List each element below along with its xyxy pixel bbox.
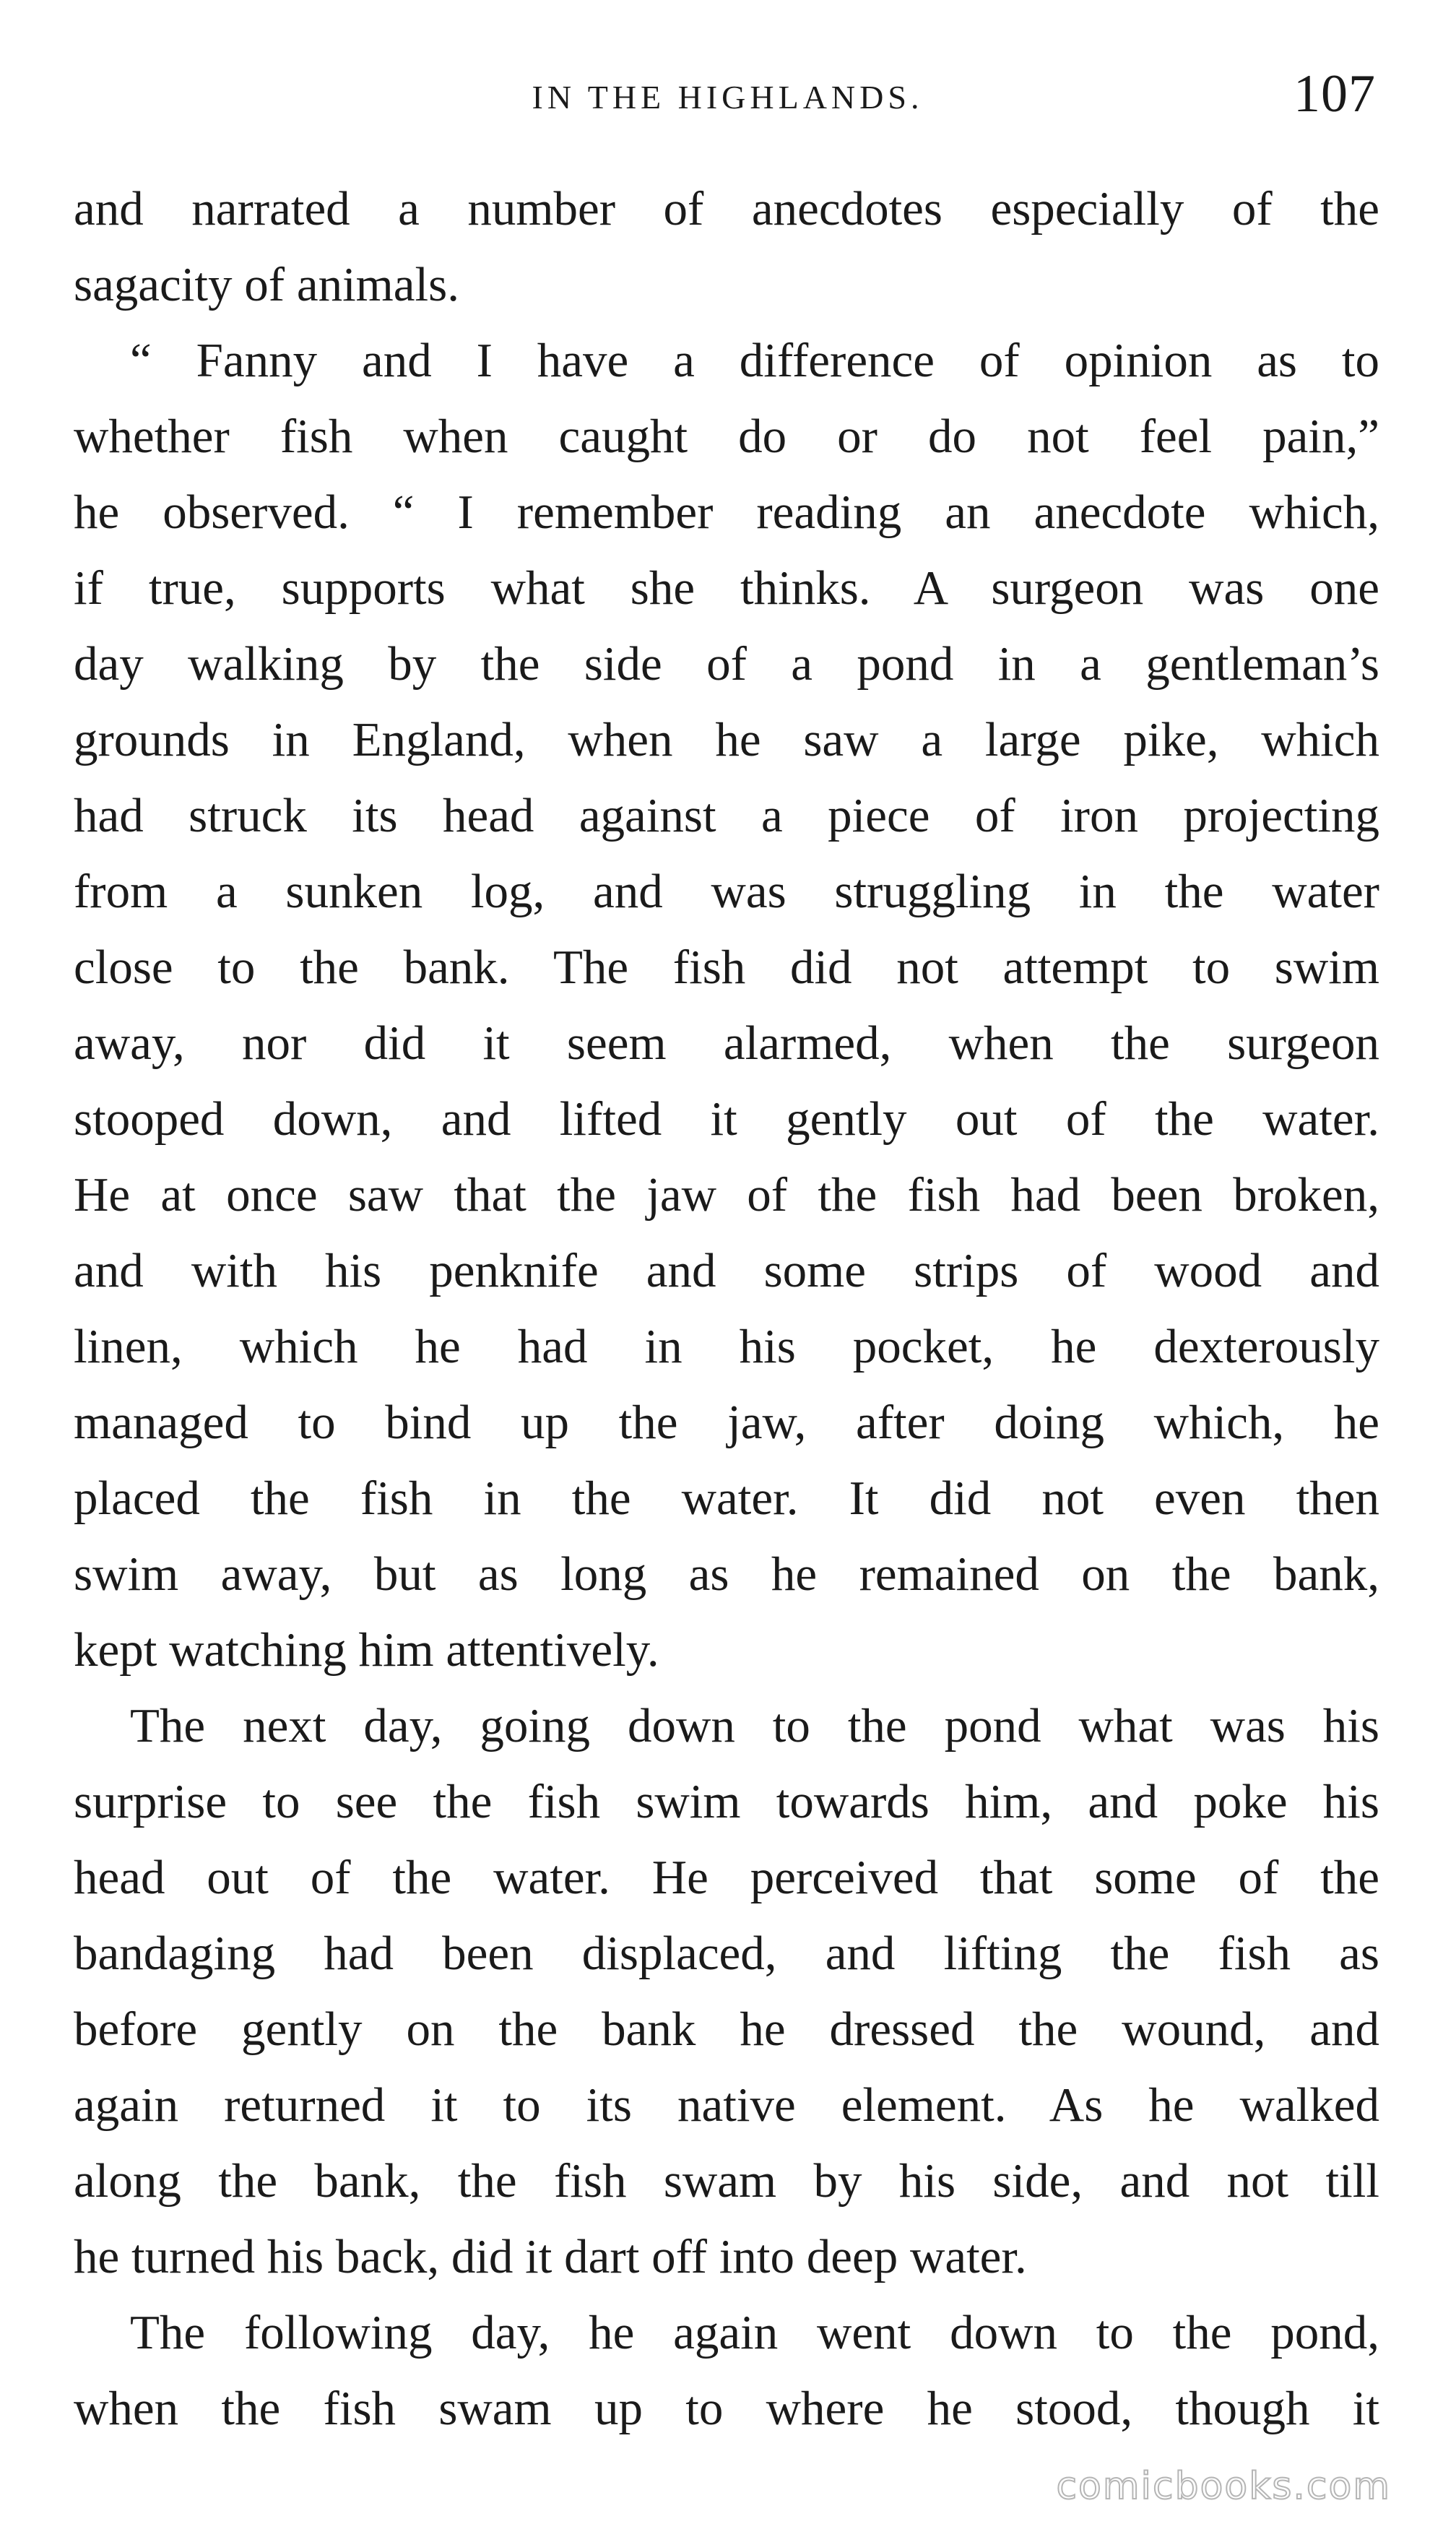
text-line: day walking by the side of a pond in a gentleman’s (74, 637, 1379, 691)
text-line: before gently on the bank he dressed the wound, and (74, 2002, 1379, 2056)
paragraph (74, 323, 1379, 1688)
text-line: sagacity of animals. (74, 258, 459, 311)
text-line: stooped down, and lifted it gently out of the water. (74, 1092, 1379, 1146)
text-line: kept watching him attentively. (74, 1623, 659, 1677)
text-line: along the bank, the fish swam by his side, and not till (74, 2154, 1379, 2208)
text-line: whether fish when caught do or do not feel pain,” (74, 410, 1379, 463)
text-line: “ Fanny and I have a difference of opinion as to (130, 334, 1379, 387)
text-line: The next day, going down to the pond what was his (130, 1699, 1379, 1752)
body-text (74, 171, 1379, 2447)
text-line: from a sunken log, and was struggling in the water (74, 865, 1379, 918)
watermark-logo: comicbooks.com (1056, 2465, 1391, 2508)
text-line: if true, supports what she thinks. A surgeon was one (74, 561, 1379, 615)
running-head (72, 58, 1383, 137)
text-line: linen, which he had in his pocket, he dexterously (74, 1320, 1379, 1373)
text-line: away, nor did it seem alarmed, when the surgeon (74, 1016, 1379, 1070)
text-line: placed the fish in the water. It did not even then (74, 1471, 1379, 1525)
running-title: IN THE HIGHLANDS. (532, 79, 924, 116)
text-line: The following day, he again went down to the pond, (130, 2306, 1379, 2359)
text-line: close to the bank. The fish did not attempt to swim (74, 941, 1379, 994)
text-line: managed to bind up the jaw, after doing which, he (74, 1396, 1379, 1449)
text-line: when the fish swam up to where he stood, though it (74, 2382, 1379, 2435)
text-line: He at once saw that the jaw of the fish had been broken, (74, 1168, 1379, 1222)
text-line: swim away, but as long as he remained on the bank, (74, 1547, 1379, 1601)
paragraph (74, 2295, 1379, 2447)
text-line: he turned his back, did it dart off into deep water. (74, 2230, 1027, 2283)
text-line: he observed. “ I remember reading an anecdote which, (74, 485, 1379, 539)
text-line: and with his penknife and some strips of wood and (74, 1244, 1379, 1297)
text-line: surprise to see the fish swim towards him, and poke his (74, 1775, 1379, 1828)
paragraph (74, 1688, 1379, 2295)
paragraph (74, 171, 1379, 323)
text-line: grounds in England, when he saw a large pike, which (74, 713, 1379, 766)
text-line: had struck its head against a piece of iron projecting (74, 789, 1379, 842)
text-line: and narrated a number of anecdotes especially of the (74, 182, 1379, 235)
text-line: again returned it to its native element. As he walked (74, 2078, 1379, 2132)
text-line: head out of the water. He perceived that some of the (74, 1851, 1379, 1904)
text-line: bandaging had been displaced, and lifting the fish as (74, 1927, 1379, 1980)
page-number: 107 (1294, 64, 1376, 124)
